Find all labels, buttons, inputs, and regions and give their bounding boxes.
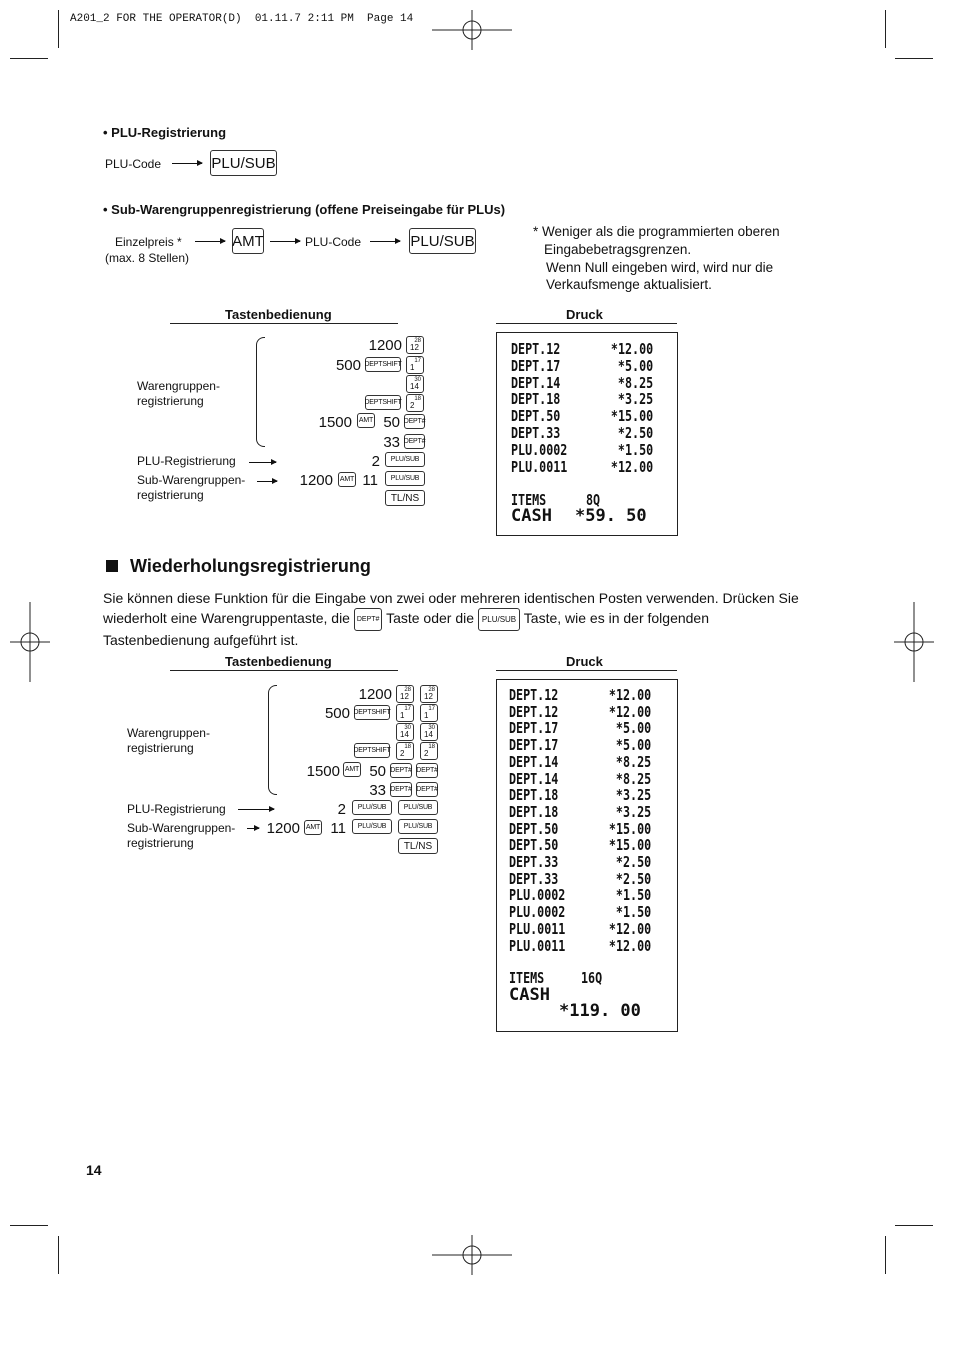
brace — [256, 337, 265, 447]
arrow — [370, 241, 400, 242]
key-main: 2 — [400, 749, 405, 758]
tlns-key: TL/NS — [385, 490, 425, 506]
amt-key: AMT — [304, 820, 322, 835]
receipt-item-label: PLU.0002 — [511, 440, 568, 459]
entry-number: 11 — [362, 472, 378, 489]
entry-number: 50 — [369, 763, 386, 780]
label-line: registrierung — [127, 836, 194, 850]
print-title: Druck — [566, 307, 603, 322]
ops-title: Tastenbedienung — [225, 654, 332, 669]
key-sup: 18 — [414, 396, 421, 402]
label-line: registrierung — [137, 488, 204, 502]
receipt-item-amount: *8.25 — [617, 373, 653, 392]
receipt-cash-label: CASH — [509, 985, 550, 1005]
receipt-item-amount: *2.50 — [615, 869, 651, 888]
print-title: Druck — [566, 654, 603, 669]
receipt-item-label: DEPT.12 — [509, 686, 559, 704]
key-sup: 17 — [428, 706, 435, 712]
receipt-item-label: PLU.0002 — [509, 903, 566, 922]
receipt-1 — [496, 332, 678, 536]
arrow — [249, 462, 276, 463]
paragraph — [103, 589, 883, 650]
para-line: Tastenbedienung aufgeführt ist. — [103, 632, 299, 648]
page-number: 14 — [86, 1162, 102, 1178]
receipt-item-label: DEPT.18 — [509, 786, 559, 805]
arrow — [195, 241, 225, 242]
divider — [170, 323, 398, 324]
arrow — [270, 241, 300, 242]
receipt-item-label: DEPT.33 — [509, 853, 559, 871]
unit-price-label: Einzelpreis * — [115, 235, 182, 249]
entry-number: 1200 — [358, 686, 392, 703]
entry-number: 33 — [383, 434, 400, 451]
plu-sub-key: PLU/SUB — [385, 471, 425, 486]
receipt-cash-amount: *119. 00 — [559, 1001, 641, 1021]
key-main: 12 — [400, 692, 409, 701]
dept-hash-key: DEPT# — [416, 763, 438, 778]
amt-key: AMT — [357, 413, 375, 428]
deptshift-key: DEPTSHIFT — [354, 743, 390, 758]
plu-reg-label: PLU-Registrierung — [137, 454, 236, 468]
receipt-item-label: DEPT.50 — [509, 836, 559, 855]
brace — [268, 685, 277, 795]
dept-1-key — [420, 704, 438, 722]
plu-code-label: PLU-Code — [305, 235, 362, 249]
receipt-items-label: ITEMS — [509, 969, 545, 987]
amt-key: AMT — [343, 762, 361, 777]
plu-reg-label: PLU-Registrierung — [127, 802, 226, 816]
label-line: Sub-Warengruppen- — [137, 473, 246, 487]
receipt-item-label: PLU.0011 — [511, 457, 568, 476]
dept-14-key — [420, 723, 438, 741]
key-sup: 30 — [404, 725, 411, 731]
dept-12-key — [420, 685, 438, 703]
note-line: Wenn Null eingeben wird, wird nur die — [546, 260, 774, 275]
entry-number: 11 — [330, 820, 346, 837]
dept-reg-label — [127, 726, 210, 756]
receipt-item-amount: *12.00 — [610, 457, 653, 476]
dept-hash-key: DEPT# — [390, 763, 412, 778]
plu-sub-key: PLU/SUB — [398, 800, 438, 815]
receipt-item-amount: *2.50 — [615, 853, 651, 871]
deptshift-key: DEPTSHIFT — [365, 395, 401, 410]
receipt-item-label: DEPT.14 — [509, 769, 559, 788]
dept-2-key — [406, 394, 424, 412]
para-text: Taste oder die — [386, 610, 475, 627]
receipt-cash-label: CASH — [511, 506, 552, 526]
receipt-item-label: PLU.0002 — [509, 886, 566, 905]
receipt-cash-amount: *59. 50 — [575, 506, 647, 526]
plu-sub-key: PLU/SUB — [385, 452, 425, 467]
arrow — [247, 828, 259, 829]
para-line — [103, 608, 883, 631]
plu-sub-key: PLU/SUB — [210, 150, 277, 176]
para-text: Taste, wie es in der folgenden — [523, 610, 710, 627]
note-line: * Weniger als die programmierten oberen — [533, 224, 780, 239]
label-line: Sub-Warengruppen- — [127, 821, 236, 835]
deptshift-key: DEPTSHIFT — [365, 357, 401, 372]
dept-hash-key: DEPT# — [404, 434, 425, 449]
entry-number: 33 — [369, 782, 386, 799]
receipt-item-amount: *12.00 — [608, 919, 651, 938]
entry-number: 500 — [324, 705, 350, 722]
receipt-item-amount: *3.25 — [615, 802, 651, 821]
dept-hash-key: DEPT# — [354, 608, 383, 631]
divider — [496, 323, 677, 324]
registration-mark-right — [894, 602, 934, 682]
ops-title: Tastenbedienung — [225, 307, 332, 322]
max-digits-label: (max. 8 Stellen) — [105, 251, 190, 265]
plu-sub-key: PLU/SUB — [398, 819, 438, 834]
section-square-icon — [106, 560, 118, 572]
receipt-items-label: ITEMS — [511, 491, 547, 509]
receipt-item-amount: *1.50 — [615, 886, 651, 905]
dept-2-key — [420, 742, 438, 760]
dept-14-key — [406, 375, 424, 393]
note-line: Verkaufsmenge aktualisiert. — [546, 277, 712, 292]
divider — [170, 670, 398, 671]
key-sup: 17 — [404, 706, 411, 712]
plu-code-label: PLU-Code — [105, 157, 162, 171]
receipt-item-label: DEPT.17 — [509, 719, 559, 738]
receipt-item-label: DEPT.33 — [511, 424, 561, 442]
key-main: 1 — [424, 711, 429, 720]
entry-number: 500 — [335, 357, 361, 374]
key-sup: 18 — [428, 744, 435, 750]
entry-number: 2 — [337, 801, 346, 818]
receipt-item-amount: *12.00 — [608, 686, 651, 704]
amt-key: AMT — [338, 472, 356, 487]
receipt-item-label: DEPT.33 — [509, 869, 559, 888]
receipt-item-label: DEPT.14 — [511, 373, 561, 392]
plu-heading: • PLU-Registrierung — [103, 125, 227, 140]
receipt-item-amount: *5.00 — [617, 356, 653, 375]
key-main: 12 — [410, 343, 419, 352]
print-slug: A201_2 FOR THE OPERATOR(D) 01.11.7 2:11 PM Page 14 — [70, 13, 414, 25]
dept-1-key — [406, 356, 424, 374]
dept-12-key — [406, 336, 424, 354]
receipt-item-amount: *15.00 — [608, 836, 651, 855]
receipt-item-label: DEPT.50 — [509, 819, 559, 838]
receipt-item-amount: *3.25 — [615, 786, 651, 805]
receipt-item-amount: *1.50 — [617, 440, 653, 459]
arrow — [172, 163, 202, 164]
dept-hash-key: DEPT# — [404, 414, 425, 429]
section-title: Wiederholungsregistrierung — [130, 556, 371, 576]
entry-number: 1200 — [266, 820, 300, 837]
key-main: 14 — [400, 730, 409, 739]
entry-number: 1500 — [318, 414, 352, 431]
registration-mark-left — [10, 602, 50, 682]
sub-reg-label — [127, 821, 235, 851]
key-main: 1 — [400, 711, 405, 720]
receipt-item-label: DEPT.50 — [511, 407, 561, 426]
receipt-item-label: DEPT.18 — [509, 802, 559, 821]
receipt-item-amount: *5.00 — [615, 736, 651, 755]
receipt-item-label: PLU.0011 — [509, 936, 566, 955]
key-sup: 28 — [404, 687, 411, 693]
divider — [496, 670, 677, 671]
receipt-item-amount: *12.00 — [608, 936, 651, 955]
arrow — [257, 481, 277, 482]
dept-14-key — [396, 723, 414, 741]
dept-hash-key: DEPT# — [416, 782, 438, 797]
label-line: registrierung — [127, 741, 194, 755]
receipt-item-label: DEPT.14 — [509, 752, 559, 771]
receipt-item-label: DEPT.12 — [511, 340, 561, 358]
entry-number: 1200 — [299, 472, 333, 489]
receipt-2 — [496, 679, 678, 1032]
entry-number: 2 — [371, 453, 380, 470]
receipt-item-amount: *15.00 — [610, 407, 653, 426]
entry-number: 50 — [383, 414, 400, 431]
key-main: 14 — [424, 730, 433, 739]
receipt-item-label: PLU.0011 — [509, 919, 566, 938]
key-main: 2 — [410, 401, 415, 410]
plu-sub-key: PLU/SUB — [352, 819, 392, 834]
key-sup: 28 — [414, 338, 421, 344]
dept-hash-key: DEPT# — [390, 782, 412, 797]
sub-heading: • Sub-Warengruppenregistrierung (offene Preiseingabe für PLUs) — [103, 202, 506, 217]
receipt-item-amount: *8.25 — [615, 752, 651, 771]
plu-sub-key: PLU/SUB — [409, 228, 476, 254]
label-line: Warengruppen- — [137, 379, 220, 393]
registration-mark-top — [432, 10, 512, 50]
para-text: wiederholt eine Warengruppentaste, die — [103, 610, 350, 627]
key-sup: 28 — [428, 687, 435, 693]
entry-number: 1200 — [368, 337, 402, 354]
receipt-item-amount: *12.00 — [608, 702, 651, 721]
key-main: 1 — [410, 363, 415, 372]
entry-number: 1500 — [306, 763, 340, 780]
key-sup: 18 — [404, 744, 411, 750]
para-line: Sie können diese Funktion für die Eingabe von zwei oder mehreren identischen Posten verwenden. Drücken Sie — [103, 590, 799, 606]
tlns-key: TL/NS — [398, 838, 438, 854]
dept-reg-label — [137, 379, 220, 409]
receipt-item-amount: *3.25 — [617, 390, 653, 409]
sub-reg-label — [137, 473, 245, 503]
arrow — [238, 809, 274, 810]
receipt-item-amount: *8.25 — [615, 769, 651, 788]
dept-2-key — [396, 742, 414, 760]
receipt-item-label: DEPT.17 — [509, 736, 559, 755]
receipt-item-label: DEPT.17 — [511, 356, 561, 375]
key-sup: 30 — [414, 377, 421, 383]
receipt-item-amount: *2.50 — [617, 424, 653, 442]
plu-sub-key: PLU/SUB — [352, 800, 392, 815]
key-sup: 17 — [414, 358, 421, 364]
key-main: 12 — [424, 692, 433, 701]
receipt-item-amount: *1.50 — [615, 903, 651, 922]
receipt-item-amount: *12.00 — [610, 340, 653, 358]
label-line: registrierung — [137, 394, 204, 408]
amt-key: AMT — [232, 228, 264, 254]
receipt-item-amount: *15.00 — [608, 819, 651, 838]
key-main: 2 — [424, 749, 429, 758]
dept-1-key — [396, 704, 414, 722]
key-sup: 30 — [428, 725, 435, 731]
receipt-items-count: 8Q — [586, 491, 601, 509]
registration-mark-bottom — [432, 1235, 512, 1275]
receipt-item-label: DEPT.12 — [509, 702, 559, 721]
key-main: 14 — [410, 382, 419, 391]
receipt-items-count: 16Q — [581, 969, 603, 987]
deptshift-key: DEPTSHIFT — [354, 705, 390, 720]
note-line: Eingabebetragsgrenzen. — [544, 242, 692, 257]
label-line: Warengruppen- — [127, 726, 210, 740]
receipt-item-label: DEPT.18 — [511, 390, 561, 409]
plu-sub-key: PLU/SUB — [478, 608, 520, 631]
receipt-item-amount: *5.00 — [615, 719, 651, 738]
dept-12-key — [396, 685, 414, 703]
